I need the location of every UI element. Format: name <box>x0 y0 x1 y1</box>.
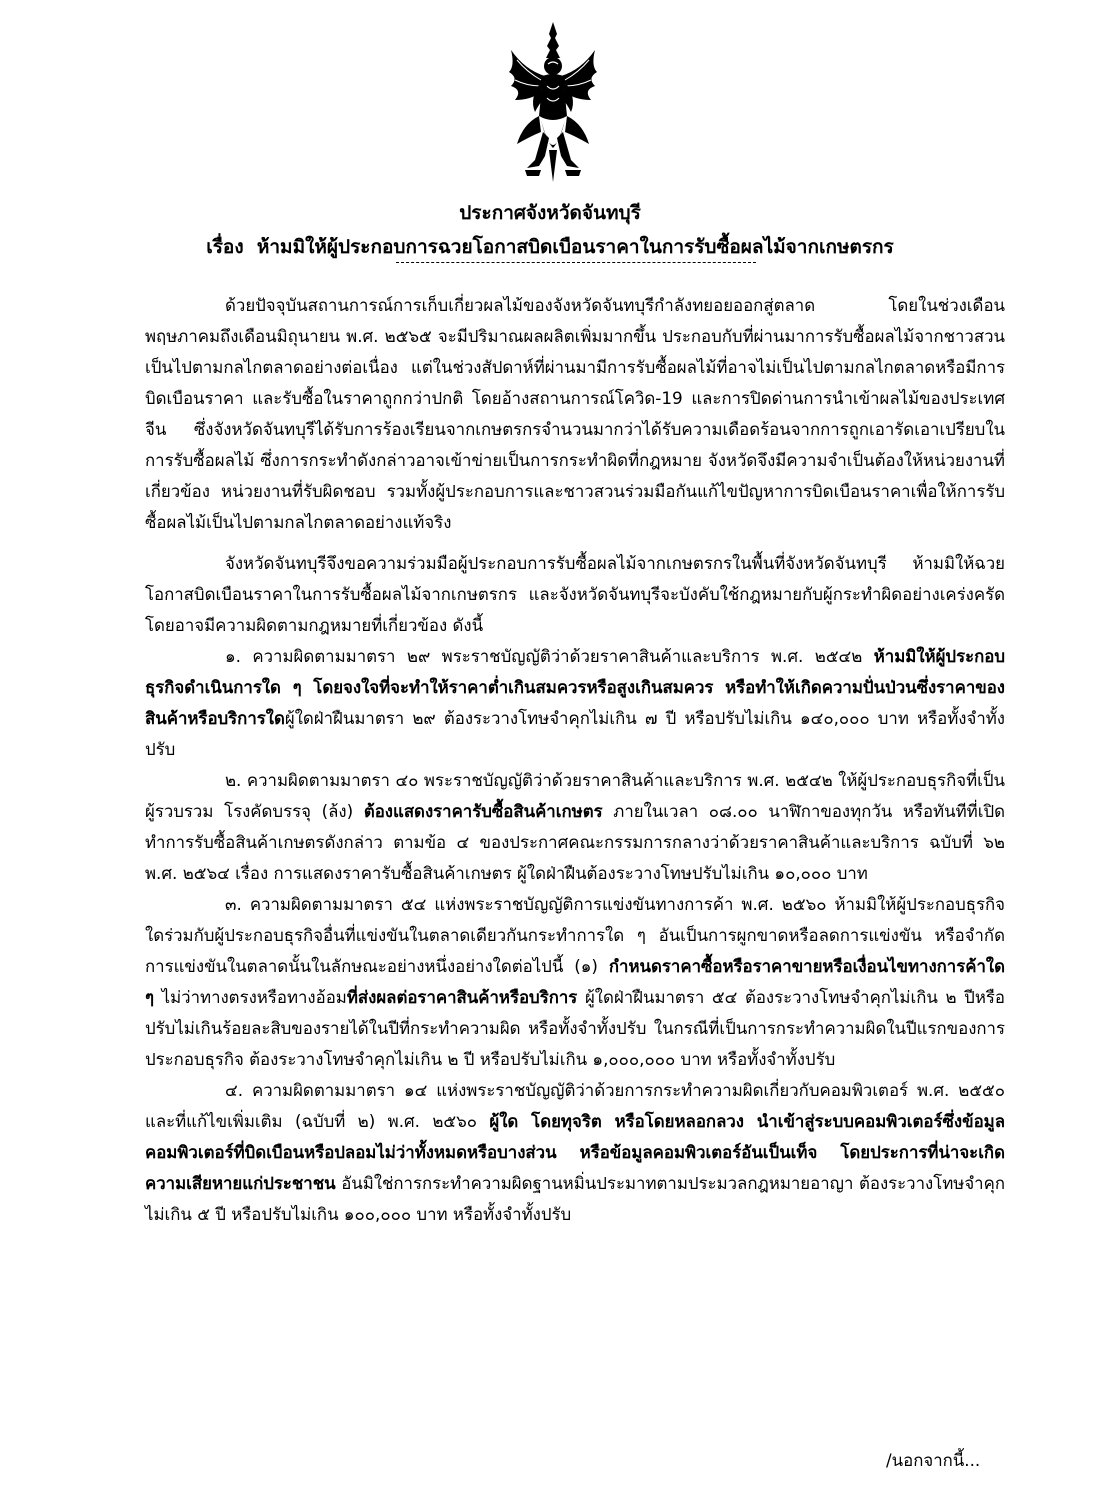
item-3-bold-1: กำหนดราคาซื้อหรือราคาขายหรือเงื่อนไขทางการค้าใด ๆ <box>145 956 1005 1007</box>
item-1 <box>145 641 1005 765</box>
item-3-text: ๓. ความผิดตามมาตรา ๕๔ แห่งพระราชบัญญัติการแข่งขันทางการค้า พ.ศ. ๒๕๖๐ ห้ามมิให้ผู้ประกอบธุรกิจใดร่วมกับผู้ประกอบธุรกิจอื่นที่แข่งขันในตลาดเดียวกันกระทำการใด ๆ อันเป็นการผูกขาดหรือลดการแข่งขัน หรือจำกัดการแข่งขันในตลาดนั้นในลักษณะอย่างหนึ่งอย่างใดต่อไปนี้ (๑) <box>145 894 1005 976</box>
announcement-title: ประกาศจังหวัดจันทบุรี <box>459 202 641 224</box>
paragraph-intro: ด้วยปัจจุบันสถานการณ์การเก็บเกี่ยวผลไม้ของจังหวัดจันทบุรีกำลังทยอยออกสู่ตลาด โดยในช่วงเดือนพฤษภาคมถึงเดือนมิถุนายน พ.ศ. ๒๕๖๕ จะมีปริมาณผลผลิตเพิ่มมากขึ้น ประกอบกับที่ผ่านมาการรับซื้อผลไม้จากชาวสวนเป็นไปตามกลไกตลาดอย่างต่อเนื่อง แต่ในช่วงสัปดาห์ที่ผ่านมามีการรับซื้อผลไม้ที่อาจไม่เป็นไปตามกลไกตลาดหรือมีการบิดเบือนราคา และรับซื้อในราคาถูกกว่าปกติ โดยอ้างสถานการณ์โควิด-19 และการปิดด่านการนำเข้าผลไม้ของประเทศจีน ซึ่งจังหวัดจันทบุรีได้รับการร้องเรียนจากเกษตรกรจำนวนมากว่าได้รับความเดือดร้อนจากการถูกเอารัดเอาเปรียบในการรับซื้อผลไม้ ซึ่งการกระทำดังกล่าวอาจเข้าข่ายเป็นการกระทำผิดที่กฎหมาย จังหวัดจึงมีความจำเป็นต้องให้หน่วยงานที่เกี่ยวข้อง หน่วยงานที่รับผิดชอบ รวมทั้งผู้ประกอบการและชาวสวนร่วมมือกันแก้ไขปัญหาการบิดเบือนราคาเพื่อให้การรับซื้อผลไม้เป็นไปตามกลไกตลาดอย่างแท้จริง <box>145 295 1005 532</box>
item-1-bold: ห้ามมิให้ผู้ประกอบธุรกิจดำเนินการใด ๆ โดยจงใจที่จะทำให้ราคาต่ำเกินสมควรหรือสูงเกินสมควร หรือทำให้เกิดความปั่นป่วนซึ่งราคาของสินค้าหรือบริการใด <box>145 646 1005 728</box>
item-1-text: ๑. ความผิดตามมาตรา ๒๙ พระราชบัญญัติว่าด้วยราคาสินค้าและบริการ พ.ศ. ๒๕๔๒ <box>225 646 874 666</box>
item-4-penalty: อันมิใช่การกระทำความผิดฐานหมิ่นประมาทตามประมวลกฎหมายอาญา ต้องระวางโทษจำคุกไม่เกิน ๕ ปี หรือปรับไม่เกิน ๑๐๐,๐๐๐ บาท หรือทั้งจำทั้งปรับ <box>145 1173 1005 1224</box>
title-divider <box>396 262 756 263</box>
item-3-bold-2: ที่ส่งผลต่อราคาสินค้าหรือบริการ <box>346 987 578 1007</box>
item-1-penalty: ผู้ใดฝ่าฝืนมาตรา ๒๙ ต้องระวางโทษจำคุกไม่เกิน ๗ ปี หรือปรับไม่เกิน ๑๔๐,๐๐๐ บาท หรือทั้งจำทั้งปรับ <box>145 708 1005 759</box>
announcement-subject: เรื่อง ห้ามมิให้ผู้ประกอบการฉวยโอกาสบิดเบือนราคาในการรับซื้อผลไม้จากเกษตรกร <box>206 236 894 258</box>
item-4-text: ๔. ความผิดตามมาตรา ๑๔ แห่งพระราชบัญญัติว่าด้วยการกระทำความผิดเกี่ยวกับคอมพิวเตอร์ พ.ศ. ๒๕๕๐ และที่แก้ไขเพิ่มเติม (ฉบับที่ ๒) พ.ศ. ๒๕๖๐ <box>145 1080 1005 1131</box>
garuda-emblem-icon <box>505 20 601 184</box>
item-2-penalty: ภายในเวลา ๐๘.๐๐ นาฬิกาของทุกวัน หรือทันทีที่เปิดทำการรับซื้อสินค้าเกษตรดังกล่าว ตามข้อ ๔ ของประกาศคณะกรรมการกลางว่าด้วยราคาสินค้าและบริการ ฉบับที่ ๖๒ พ.ศ. ๒๕๖๔ เรื่อง การแสดงราคารับซื้อสินค้าเกษตร ผู้ใดฝ่าฝืนต้องระวางโทษปรับไม่เกิน ๑๐,๐๐๐ บาท <box>145 801 1005 883</box>
item-4-bold: ผู้ใด โดยทุจริต หรือโดยหลอกลวง นำเข้าสู่ระบบคอมพิวเตอร์ซึ่งข้อมูลคอมพิวเตอร์ที่บิดเบือนหรือปลอมไม่ว่าทั้งหมดหรือบางส่วน หรือข้อมูลคอมพิวเตอร์อันเป็นเท็จ โดยประการที่น่าจะเกิดความเสียหายแก่ประชาชน <box>145 1111 1005 1193</box>
item-2 <box>145 765 1005 889</box>
item-3 <box>145 889 1005 1075</box>
item-2-bold: ต้องแสดงราคารับซื้อสินค้าเกษตร <box>363 801 603 821</box>
header <box>0 196 1100 264</box>
document-body <box>145 290 1005 1230</box>
continued-marker: /นอกจากนี้... <box>886 1450 981 1470</box>
paragraph-request: จังหวัดจันทบุรีจึงขอความร่วมมือผู้ประกอบการรับซื้อผลไม้จากเกษตรกรในพื้นที่จังหวัดจันทบุรี ห้ามมิให้ฉวยโอกาสบิดเบือนราคาในการรับซื้อผลไม้จากเกษตรกร และจังหวัดจันทบุรีจะบังคับใช้กฎหมายกับผู้กระทำผิดอย่างเคร่งครัด โดยอาจมีความผิดตามกฎหมายที่เกี่ยวข้อง ดังนี้ <box>145 553 1005 635</box>
item-2-text: ๒. ความผิดตามมาตรา ๔๐ พระราชบัญญัติว่าด้วยราคาสินค้าและบริการ พ.ศ. ๒๕๔๒ ให้ผู้ประกอบธุรกิจที่เป็นผู้รวบรวม โรงคัดบรรจุ (ล้ง) <box>145 770 1005 821</box>
item-3-penalty: ผู้ใดฝ่าฝืนมาตรา ๕๔ ต้องระวางโทษจำคุกไม่เกิน ๒ ปีหรือปรับไม่เกินร้อยละสิบของรายได้ในปีที่กระทำความผิด หรือทั้งจำทั้งปรับ ในกรณีที่เป็นการกระทำความผิดในปีแรกของการประกอบธุรกิจ ต้องระวางโทษจำคุกไม่เกิน ๒ ปี หรือปรับไม่เกิน ๑,๐๐๐,๐๐๐ บาท หรือทั้งจำทั้งปรับ <box>145 987 1005 1069</box>
item-3-text-2: ไม่ว่าทางตรงหรือทางอ้อม <box>154 987 347 1007</box>
item-4 <box>145 1075 1005 1230</box>
